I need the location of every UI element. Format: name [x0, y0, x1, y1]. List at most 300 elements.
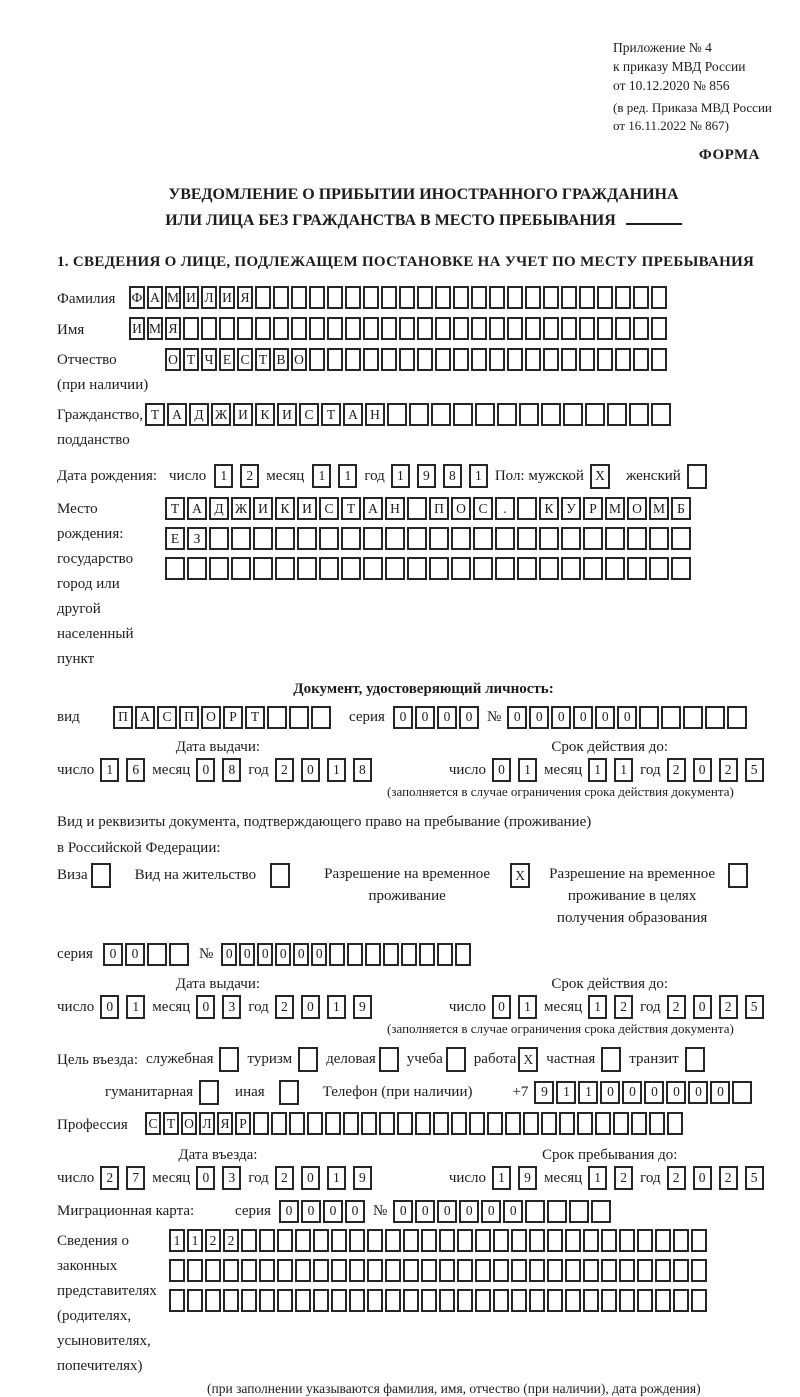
form-cell	[579, 317, 595, 340]
birth-month-cells	[312, 464, 364, 488]
form-cell: Т	[321, 403, 341, 426]
form-cell	[237, 317, 253, 340]
form-cell	[569, 1200, 589, 1223]
form-cell	[489, 286, 505, 309]
revision-reference	[613, 99, 790, 135]
form-cell: 1	[588, 995, 607, 1019]
form-cell	[291, 286, 307, 309]
form-cell: X	[510, 863, 530, 888]
form-cell: У	[561, 497, 581, 520]
form-cell: 1	[327, 995, 346, 1019]
form-cell	[417, 348, 433, 371]
entry-purpose-row: Цель въезда: служебная туризм деловая учеба работа X частная транзит	[57, 1047, 790, 1073]
representatives-block	[57, 1229, 790, 1379]
entry-date-block: Дата въезда: число 2 7 месяц 0 3 год 2 0 1 9	[57, 1147, 379, 1190]
form-cell	[529, 1289, 545, 1312]
form-cell: Е	[219, 348, 235, 371]
form-cell	[673, 1289, 689, 1312]
month-label: месяц	[266, 468, 305, 484]
form-cell: 0	[257, 943, 273, 966]
form-cell	[453, 317, 469, 340]
form-cell	[615, 317, 631, 340]
form-cell: 9	[518, 1166, 537, 1190]
form-cell	[561, 348, 577, 371]
residence-doc-options	[57, 863, 790, 929]
form-cell: И	[233, 403, 253, 426]
form-cell	[561, 527, 581, 550]
form-cell	[295, 1229, 311, 1252]
form-cell	[493, 1259, 509, 1282]
form-cell	[421, 1229, 437, 1252]
form-cell	[637, 1229, 653, 1252]
form-cell: С	[319, 497, 339, 520]
form-cell: 0	[279, 1200, 299, 1223]
form-cell	[577, 1112, 593, 1135]
birth-place-cells-row3	[165, 557, 693, 580]
form-cell	[489, 317, 505, 340]
migration-card-row	[57, 1198, 790, 1224]
form-cell: Т	[183, 348, 199, 371]
birth-place-rows	[165, 497, 693, 587]
form-cell: 1	[214, 464, 233, 488]
form-cell: 9	[353, 1166, 372, 1190]
form-cell	[421, 1259, 437, 1282]
form-cell: 0	[437, 1200, 457, 1223]
form-cell: 1	[100, 758, 119, 782]
form-cell	[541, 403, 561, 426]
form-cell	[255, 286, 271, 309]
purpose-business-checkbox	[379, 1047, 399, 1072]
form-cell	[517, 527, 537, 550]
form-cell: 0	[301, 995, 320, 1019]
form-cell: 0	[125, 943, 145, 966]
form-cell	[651, 348, 667, 371]
representatives-cells-row1	[169, 1229, 709, 1252]
form-cell: 0	[688, 1081, 708, 1104]
form-cell	[615, 286, 631, 309]
form-cell	[439, 1289, 455, 1312]
option-visa: Виза	[57, 863, 111, 888]
day-label: число	[57, 998, 95, 1015]
form-cell	[433, 1112, 449, 1135]
day-label: число	[448, 1169, 487, 1186]
form-cell: Ф	[129, 286, 145, 309]
form-cell: 2	[667, 758, 686, 782]
form-cell	[519, 403, 539, 426]
form-cell	[619, 1289, 635, 1312]
form-cell	[231, 557, 251, 580]
doc-number-label: №	[486, 709, 502, 725]
identity-doc-heading: Документ, удостоверяющий личность:	[293, 681, 554, 697]
form-cell	[297, 557, 317, 580]
purpose-study-checkbox	[446, 1047, 466, 1072]
form-cell	[637, 1259, 653, 1282]
form-cell	[579, 286, 595, 309]
issue-date-heading: Дата выдачи:	[175, 739, 261, 755]
form-cell	[169, 943, 189, 966]
form-cell	[165, 557, 185, 580]
form-cell: 0	[301, 758, 320, 782]
year-label: год	[364, 468, 385, 484]
form-cell	[489, 348, 505, 371]
valid-month-cells	[588, 758, 640, 782]
form-cell	[381, 317, 397, 340]
year-label: год	[640, 1169, 661, 1186]
form-cell: О	[291, 348, 307, 371]
form-cell	[511, 1289, 527, 1312]
form-cell	[419, 943, 435, 966]
form-cell	[561, 317, 577, 340]
appendix-reference	[613, 38, 790, 95]
form-cell: X	[590, 464, 610, 489]
form-cell	[169, 1259, 185, 1282]
form-cell: Т	[163, 1112, 179, 1135]
form-cell: О	[165, 348, 181, 371]
birth-day-cells	[214, 464, 266, 488]
citizenship-row	[57, 403, 790, 453]
form-cell	[259, 1229, 275, 1252]
form-cell	[349, 1259, 365, 1282]
given-name-cells	[129, 317, 669, 340]
form-cell: Л	[201, 286, 217, 309]
form-cell	[547, 1229, 563, 1252]
form-cell	[493, 1229, 509, 1252]
form-cell	[639, 706, 659, 729]
form-cell	[497, 403, 517, 426]
month-label: месяц	[544, 1169, 583, 1186]
form-cell	[363, 527, 383, 550]
form-cell: 2	[205, 1229, 221, 1252]
form-cell	[511, 1259, 527, 1282]
form-cell	[343, 1112, 359, 1135]
form-cell: Р	[235, 1112, 251, 1135]
form-cell	[637, 1289, 653, 1312]
form-cell: 0	[239, 943, 255, 966]
form-cell	[219, 317, 235, 340]
form-cell	[327, 348, 343, 371]
birth-year-cells	[391, 464, 495, 488]
birth-place-block	[57, 497, 790, 672]
form-cell	[539, 557, 559, 580]
form-cell: Н	[385, 497, 405, 520]
form-cell	[661, 706, 681, 729]
form-cell	[435, 317, 451, 340]
form-cell: 1	[492, 1166, 511, 1190]
form-cell	[367, 1229, 383, 1252]
citizenship-cells	[145, 403, 673, 426]
form-cell	[673, 1259, 689, 1282]
form-cell: 0	[393, 1200, 413, 1223]
entry-purpose-label: Цель въезда:	[57, 1052, 138, 1068]
form-cell: 2	[719, 995, 738, 1019]
form-cell	[649, 557, 669, 580]
form-cell: 1	[312, 464, 331, 488]
form-cell	[363, 557, 383, 580]
form-cell: 9	[353, 995, 372, 1019]
form-cell: 1	[518, 758, 537, 782]
migration-number-cells	[393, 1200, 613, 1223]
form-cell: 0	[196, 995, 215, 1019]
form-cell	[331, 1289, 347, 1312]
form-cell	[209, 527, 229, 550]
form-cell	[633, 348, 649, 371]
form-cell	[201, 317, 217, 340]
birth-place-cells-row1	[165, 497, 693, 520]
form-cell	[655, 1289, 671, 1312]
form-cell	[399, 348, 415, 371]
form-cell	[633, 317, 649, 340]
form-cell: 0	[693, 995, 712, 1019]
option-temporary-residence-education: Разрешение на временное проживание в целях получения образования	[546, 863, 748, 929]
title-line-2: ИЛИ ЛИЦА БЕЗ ГРАЖДАНСТВА В МЕСТО ПРЕБЫВАНИЯ	[57, 208, 790, 234]
number-label: №	[198, 946, 214, 962]
number-label: №	[372, 1203, 388, 1219]
doc-series-cells	[393, 706, 481, 729]
form-cell	[539, 527, 559, 550]
form-cell	[451, 1112, 467, 1135]
form-cell	[259, 1259, 275, 1282]
form-cell	[223, 1259, 239, 1282]
doc-type-label: вид	[57, 709, 80, 725]
form-cell: .	[495, 497, 515, 520]
form-cell	[367, 1289, 383, 1312]
month-label: месяц	[152, 1169, 191, 1186]
form-cell	[627, 557, 647, 580]
form-cell: 2	[240, 464, 259, 488]
visa-checkbox	[91, 863, 111, 888]
form-cell	[267, 706, 287, 729]
form-cell	[385, 1229, 401, 1252]
form-cell: Т	[255, 348, 271, 371]
surname-cells	[129, 286, 669, 309]
form-cell	[471, 317, 487, 340]
form-cell: 0	[345, 1200, 365, 1223]
form-cell	[385, 527, 405, 550]
form-cell: 1	[556, 1081, 576, 1104]
form-label: ФОРМА	[698, 147, 760, 163]
form-cell	[223, 1289, 239, 1312]
form-cell	[383, 943, 399, 966]
form-cell	[289, 1112, 305, 1135]
form-cell	[613, 1112, 629, 1135]
form-cell: 0	[573, 706, 593, 729]
form-cell	[381, 286, 397, 309]
form-cell	[455, 943, 471, 966]
form-cell	[199, 1080, 219, 1105]
residence-issue-year-cells	[275, 995, 379, 1019]
purpose-tourism-checkbox	[298, 1047, 318, 1072]
form-cell	[273, 286, 289, 309]
page-title	[57, 182, 790, 234]
appendix-line: к приказу МВД России	[613, 59, 746, 74]
form-cell	[597, 317, 613, 340]
form-cell	[341, 557, 361, 580]
form-cell	[591, 1200, 611, 1223]
phone-label: Телефон (при наличии)	[322, 1084, 473, 1100]
stay-until-block: Срок пребывания до: число 1 9 месяц 1 2 год 2 0 2 5	[449, 1147, 771, 1190]
entry-stay-dates	[57, 1147, 790, 1190]
form-cell	[435, 348, 451, 371]
phone-cells	[534, 1081, 754, 1104]
form-cell	[525, 317, 541, 340]
form-cell	[385, 1289, 401, 1312]
month-label: месяц	[544, 998, 583, 1015]
form-cell	[219, 1047, 239, 1072]
form-cell: 2	[719, 758, 738, 782]
form-cell	[475, 403, 495, 426]
purpose-humanitarian-checkbox	[199, 1080, 219, 1105]
form-cell	[407, 527, 427, 550]
form-cell: 1	[578, 1081, 598, 1104]
form-cell: Л	[199, 1112, 215, 1135]
form-cell	[341, 527, 361, 550]
form-cell	[585, 403, 605, 426]
form-cell	[259, 1289, 275, 1312]
form-cell	[495, 557, 515, 580]
profession-row	[57, 1112, 790, 1138]
form-cell	[691, 1259, 707, 1282]
birth-place-label: Место рождения: государство город или другой населенный пункт	[57, 501, 134, 667]
issue-day-cells	[100, 758, 152, 782]
form-cell	[601, 1229, 617, 1252]
form-cell	[429, 557, 449, 580]
form-cell	[671, 527, 691, 550]
form-cell	[651, 317, 667, 340]
form-cell	[507, 286, 523, 309]
form-cell: 2	[614, 995, 633, 1019]
entry-year-cells	[275, 1166, 379, 1190]
day-label: число	[448, 761, 487, 778]
form-cell: 0	[595, 706, 615, 729]
form-cell: 7	[126, 1166, 145, 1190]
form-cell	[319, 557, 339, 580]
form-cell	[529, 1229, 545, 1252]
representatives-label: Сведения о законных представителях (родителях, усыновителях, попечителях)	[57, 1233, 157, 1374]
form-cell	[691, 1229, 707, 1252]
issue-year-cells	[275, 758, 379, 782]
form-cell	[379, 1112, 395, 1135]
form-cell: П	[113, 706, 133, 729]
migration-series-cells	[279, 1200, 367, 1223]
form-cell	[298, 1047, 318, 1072]
form-cell	[655, 1259, 671, 1282]
form-cell	[349, 1229, 365, 1252]
form-cell	[547, 1259, 563, 1282]
form-cell	[687, 464, 707, 489]
form-cell	[187, 1259, 203, 1282]
residence-issue-month-cells	[196, 995, 248, 1019]
form-cell	[457, 1229, 473, 1252]
form-cell	[517, 497, 537, 520]
form-cell: 0	[644, 1081, 664, 1104]
form-cell: К	[275, 497, 295, 520]
form-cell	[387, 403, 407, 426]
form-cell	[327, 317, 343, 340]
form-cell: 2	[667, 1166, 686, 1190]
form-cell: Ж	[231, 497, 251, 520]
form-cell	[270, 863, 290, 888]
form-cell: 8	[222, 758, 241, 782]
form-cell	[415, 1112, 431, 1135]
identity-doc-row	[57, 704, 790, 730]
form-cell: 0	[622, 1081, 642, 1104]
form-cell: 3	[222, 995, 241, 1019]
form-cell: М	[649, 497, 669, 520]
form-cell	[367, 1259, 383, 1282]
purpose-work-checkbox	[518, 1047, 538, 1072]
form-cell: 0	[503, 1200, 523, 1223]
form-cell	[271, 1112, 287, 1135]
form-cell	[565, 1289, 581, 1312]
form-cell	[437, 943, 453, 966]
form-cell: 1	[187, 1229, 203, 1252]
option-temporary-residence: Разрешение на временное проживание X	[314, 863, 530, 907]
form-cell	[291, 317, 307, 340]
form-cell	[651, 403, 671, 426]
form-cell: 0	[221, 943, 237, 966]
form-cell	[409, 403, 429, 426]
form-cell	[295, 1259, 311, 1282]
form-cell	[543, 348, 559, 371]
form-cell: И	[219, 286, 235, 309]
form-cell: 0	[459, 1200, 479, 1223]
form-cell: 2	[223, 1229, 239, 1252]
form-cell: 0	[481, 1200, 501, 1223]
form-cell: И	[129, 317, 145, 340]
form-cell	[431, 403, 451, 426]
form-cell: 0	[311, 943, 327, 966]
form-cell	[583, 1229, 599, 1252]
form-cell: Т	[245, 706, 265, 729]
form-cell: И	[297, 497, 317, 520]
form-cell	[187, 1289, 203, 1312]
form-cell	[313, 1259, 329, 1282]
form-cell: С	[145, 1112, 161, 1135]
form-cell	[473, 557, 493, 580]
form-cell	[565, 1229, 581, 1252]
form-cell	[495, 527, 515, 550]
form-cell: Р	[583, 497, 603, 520]
form-cell	[277, 1229, 293, 1252]
form-cell	[273, 317, 289, 340]
form-cell: П	[429, 497, 449, 520]
form-cell: К	[255, 403, 275, 426]
form-cell	[183, 317, 199, 340]
form-cell: А	[147, 286, 163, 309]
title-line-1: УВЕДОМЛЕНИЕ О ПРИБЫТИИ ИНОСТРАННОГО ГРАЖДАНИНА	[168, 186, 679, 203]
form-cell: 1	[169, 1229, 185, 1252]
form-cell	[319, 527, 339, 550]
form-cell: Т	[165, 497, 185, 520]
form-cell: 9	[534, 1081, 554, 1104]
residence-series-cells	[103, 943, 191, 966]
form-cell	[475, 1229, 491, 1252]
form-cell	[525, 1200, 545, 1223]
form-cell	[601, 1289, 617, 1312]
year-label: год	[640, 998, 661, 1015]
form-cell: Б	[671, 497, 691, 520]
form-cell: 9	[417, 464, 436, 488]
day-label: число	[169, 468, 207, 484]
form-cell	[475, 1289, 491, 1312]
valid-day-cells	[492, 758, 544, 782]
form-cell	[407, 497, 427, 520]
form-cell	[435, 286, 451, 309]
residence-permit-checkbox	[270, 863, 290, 888]
form-cell: 2	[275, 1166, 294, 1190]
sex-label: Пол: мужской	[494, 468, 584, 484]
form-cell: К	[539, 497, 559, 520]
